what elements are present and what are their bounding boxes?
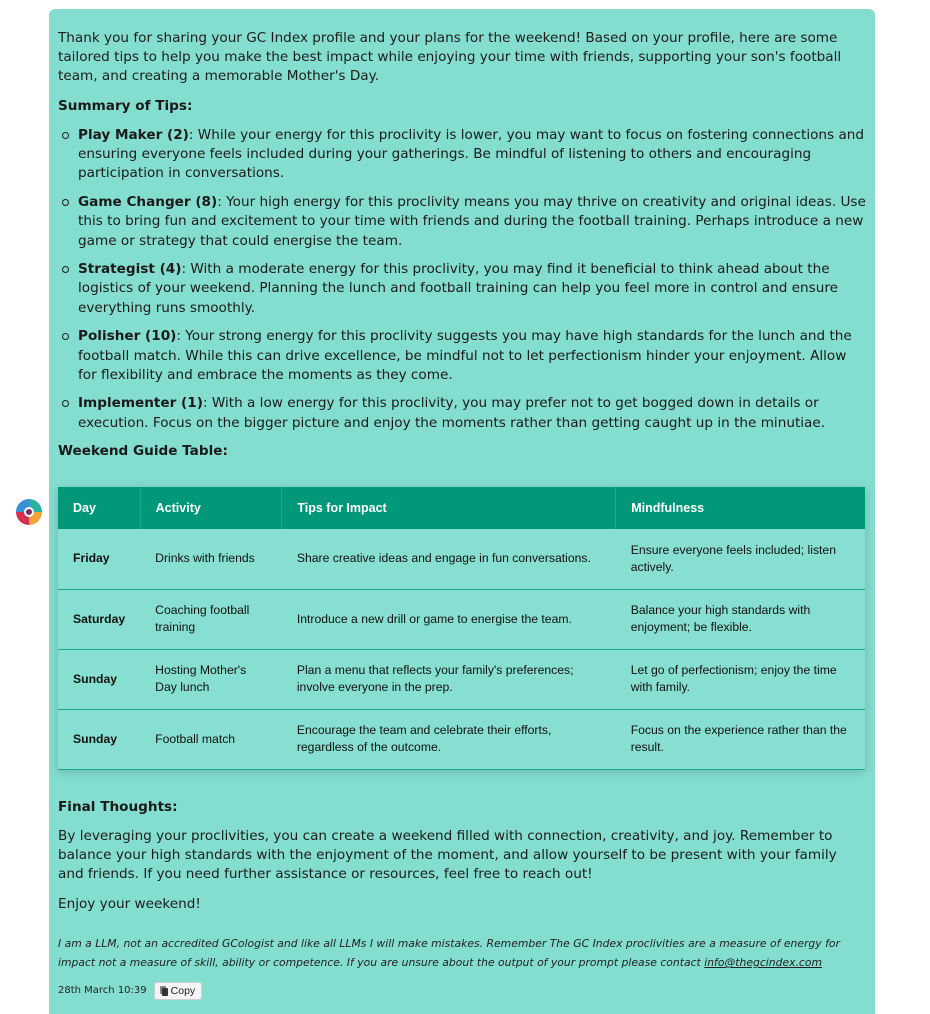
tip-text: : While your energy for this proclivity is lower, you may want to focus on fostering connections and ensuring everyone feels included during your gatherings. Be mindful of listening to others and encouraging participation in conversations. — [78, 127, 865, 182]
tip-text: : Your high energy for this proclivity means you may thrive on creativity and original ideas. Use this to bring fun and excitement to your time with friends and during the football training. Perhaps introduce a new game or strategy that could energise the team. — [78, 194, 866, 249]
cell-day: Friday — [58, 529, 140, 589]
tip-name: Polisher (10) — [78, 328, 177, 345]
tip-text: : With a low energy for this proclivity, you may prefer not to get bogged down in details or execution. Focus on the bigger picture and enjoy the moments rather than getting caught up in the minutiae. — [78, 395, 826, 431]
tip-text: : With a moderate energy for this proclivity, you may find it beneficial to think ahead about the logistics of your weekend. Planning the lunch and football training can help you feel more in control and ensure everything runs smoothly. — [78, 261, 839, 316]
cell-activity: Drinks with friends — [140, 529, 282, 589]
column-header-mindfulness: Mindfulness — [631, 501, 705, 516]
disclaimer-text: I am a LLM, not an accredited GCologist and like all LLMs I will make mistakes. Remember The GC Index proclivities are a measure of energy for impact not a measure of skill, ability or competence. If you are unsure about the output of your prompt please contact — [58, 936, 840, 970]
cell-day: Sunday — [58, 709, 140, 769]
cell-mindfulness: Ensure everyone feels included; listen actively. — [616, 529, 865, 589]
cell-tips: Introduce a new drill or game to energise the team. — [282, 589, 616, 649]
column-header-activity: Activity — [140, 487, 282, 529]
cell-activity: Football match — [140, 709, 282, 769]
cell-day: Sunday — [58, 649, 140, 709]
closing-text: Enjoy your weekend! — [58, 895, 201, 912]
table-row — [58, 529, 865, 589]
copy-label: Copy — [170, 984, 196, 997]
copy-button[interactable] — [154, 982, 203, 1000]
message-meta — [58, 982, 865, 1000]
final-thoughts-title: Final Thoughts: — [58, 798, 178, 815]
table-row — [58, 709, 865, 769]
cell-day: Saturday — [58, 589, 140, 649]
cell-tips: Plan a menu that reflects your family's preferences; involve everyone in the prep. — [282, 649, 616, 709]
cell-activity: Coaching football training — [140, 589, 282, 649]
table-title: Weekend Guide Table: — [58, 443, 228, 460]
column-header-day: Day — [58, 487, 140, 529]
tip-name: Game Changer (8) — [78, 194, 218, 211]
tip-name: Strategist (4) — [78, 261, 182, 278]
list-item — [78, 126, 868, 184]
weekend-guide-table — [58, 487, 865, 770]
assistant-message — [49, 9, 875, 1014]
table-row — [58, 589, 865, 649]
list-item — [78, 193, 868, 251]
tip-name: Play Maker (2) — [78, 127, 189, 143]
intro-text: Thank you for sharing your GC Index profile and your plans for the weekend! Based on your profile, here are some tailored tips to help you make the best impact while enjoying your time with friends, supporting your son's football team, and creating a memorable Mother's Day. — [58, 30, 842, 84]
cell-tips: Share creative ideas and engage in fun conversations. — [282, 529, 616, 589]
table-row — [58, 649, 865, 709]
column-header-tips: Tips for Impact — [282, 487, 616, 529]
assistant-avatar-icon — [16, 499, 42, 525]
cell-mindfulness: Focus on the experience rather than the result. — [616, 709, 865, 769]
contact-email-link[interactable]: info@thegcindex.com — [704, 956, 822, 970]
timestamp: 28th March 10:39 — [58, 985, 147, 997]
summary-title: Summary of Tips: — [58, 98, 193, 114]
list-item — [78, 260, 868, 318]
cell-mindfulness: Let go of perfectionism; enjoy the time with family. — [616, 649, 865, 709]
cell-activity: Hosting Mother's Day lunch — [140, 649, 282, 709]
cell-mindfulness: Balance your high standards with enjoyment; be flexible. — [616, 589, 865, 649]
tip-text: : Your strong energy for this proclivity suggests you may have high standards for the lunch and the football match. While this can drive excellence, be mindful not to let perfectionism hinder your enjoyment. Allow for flexibility and embrace the moments as they come. — [78, 328, 852, 383]
disclaimer — [58, 934, 858, 973]
list-item — [78, 394, 868, 432]
cell-tips: Encourage the team and celebrate their efforts, regardless of the outcome. — [282, 709, 616, 769]
tip-name: Implementer (1) — [78, 395, 203, 412]
copy-icon — [160, 986, 168, 996]
table-header-row — [58, 487, 865, 529]
final-thoughts-text: By leveraging your proclivities, you can create a weekend filled with connection, creativity, and joy. Remember to balance your high standards with the enjoyment of the moment, and allow yourself to be present with your family and friends. If you need further assistance or resources, feel free to reach out! — [58, 827, 837, 882]
tips-list — [78, 126, 868, 433]
list-item — [78, 327, 868, 385]
